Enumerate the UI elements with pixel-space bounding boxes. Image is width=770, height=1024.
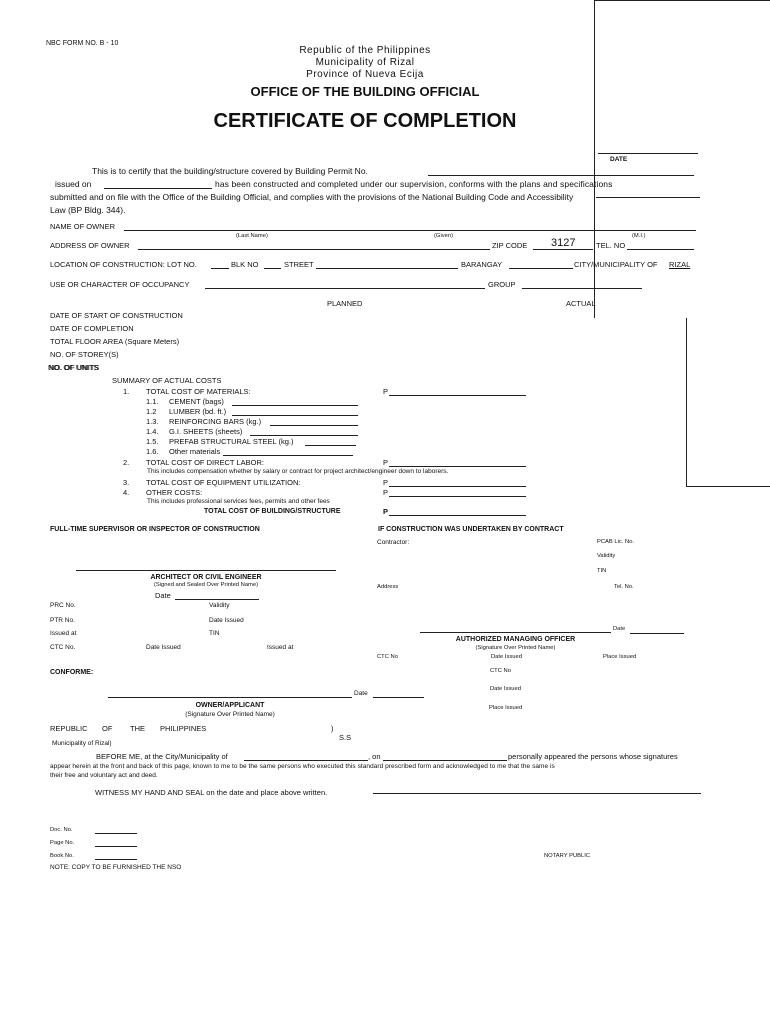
total-materials-label: TOTAL COST OF MATERIALS: [146,387,251,396]
frame-line-right-lower [686,318,687,486]
officer-signature-line[interactable] [420,632,611,633]
witness-line [373,793,701,794]
office-heading: OFFICE OF THE BUILDING OFFICIAL [250,84,480,99]
the-label: THE [130,724,145,733]
material-6-number: 1.6. [146,447,159,456]
barangay-field[interactable] [509,268,573,269]
detail-floor-area: TOTAL FLOOR AREA (Square Meters) [50,337,180,346]
material-6-field[interactable] [223,455,353,456]
supervisor-signature-line[interactable] [76,570,336,571]
doc-no-field[interactable] [95,833,137,834]
officer-label: AUTHORIZED MANAGING OFFICER [455,636,576,643]
page-no-label: Page No. [50,840,75,846]
republic-label: REPUBLIC [50,724,88,733]
conforme-ctc-label: CTC No [490,668,511,674]
supervisor-heading: FULL-TIME SUPERVISOR OR INSPECTOR OF CONSTRUCTION [50,526,260,533]
material-5-field[interactable] [305,445,356,446]
prc-label: PRC No. [50,602,76,609]
conforme-date-label: Date [354,690,368,697]
on-date-field[interactable] [383,760,507,761]
philippines-label: PHILIPPINES [160,724,207,733]
material-1-number: 1.1. [146,397,159,406]
before-me-text: BEFORE ME, at the City/Municipality of [96,752,228,761]
street-label: STREET [284,260,314,269]
owner-signature-line[interactable] [108,697,352,698]
material-2-field[interactable] [232,415,358,416]
certificate-title: CERTIFICATE OF COMPLETION [213,110,517,132]
paren-label: ) [331,724,334,733]
intro-line-4: Law (BP Bldg. 344). [50,205,126,215]
ptr-issued-at-label: Issued at [50,630,77,637]
personally-appeared-text: personally appeared the persons whose signatures [508,752,678,761]
other-peso: P [383,488,389,497]
material-3-field[interactable] [270,425,358,426]
other-field[interactable] [389,496,526,497]
book-no-field[interactable] [95,859,137,860]
contract-heading: IF CONSTRUCTION WAS UNDERTAKEN BY CONTRACT [378,526,564,533]
material-5-label: PREFAB STRUCTURAL STEEL (kg.) [169,437,294,446]
detail-storeys: NO. OF STOREY(S) [50,350,119,359]
conforme-label: CONFORME: [50,669,94,676]
cost-3-number: 3. [123,478,130,487]
officer-ctc-label: CTC No [377,654,398,660]
ctc-date-issued-label: Date Issued [146,644,181,651]
direct-labor-label: TOTAL COST OF DIRECT LABOR: [146,458,264,467]
notary-line-3: their free and voluntary act and deed. [50,772,158,779]
frame-line-right [594,0,595,318]
zip-code-label: ZIP CODE [492,241,528,250]
witness-text: WITNESS MY HAND AND SEAL on the date and place above written. [95,788,328,797]
material-4-number: 1.4. [146,427,159,436]
location-lot-label: LOCATION OF CONSTRUCTION: LOT NO. [50,260,197,269]
permit-no-field[interactable] [428,175,694,176]
equipment-label: TOTAL COST OF EQUIPMENT UTILIZATION: [146,478,301,487]
frame-line-right-bottom [686,486,770,487]
page-no-field[interactable] [95,846,137,847]
supervisor-ctc-label: CTC No. [50,644,76,651]
actual-column-label: ACTUAL [566,299,596,308]
architect-sign-hint: (Signed and Sealed Over Printed Name) [153,582,259,588]
total-field[interactable] [389,515,526,516]
owner-sign-hint: (Signature Over Printed Name) [185,711,275,718]
cost-4-number: 4. [123,488,130,497]
conforme-date-field[interactable] [373,697,424,698]
blk-no-field[interactable] [264,268,281,269]
header-republic: Republic of the Philippines [299,45,431,56]
contract-tin-label: TIN [597,568,607,574]
cost-2-number: 2. [123,458,130,467]
issued-on-field[interactable] [104,188,212,189]
ptr-date-issued-label: Date Issued [209,617,244,624]
material-3-label: REINFORCING BARS (kg.) [169,417,262,426]
nso-note: NOTE: COPY TO BE FURNISHED THE NSO [50,864,182,871]
planned-column-label: PLANNED [327,299,363,308]
labor-field[interactable] [389,466,526,467]
materials-peso: P [383,387,389,396]
ctc-issued-at-label: Issued at [267,644,294,651]
tel-no-label: TEL. NO [596,241,626,250]
material-2-number: 1.2 [146,407,157,416]
officer-date-label: Date [613,626,626,632]
notary-line-2: appear herein at the front and back of this page, known to me to be the same persons who executed this standard prescribed form and acknowledged to me that the same is [50,763,555,770]
blk-no-label: BLK NO [231,260,259,269]
detail-start-date: DATE OF START OF CONSTRUCTION [50,311,183,320]
group-label: GROUP [488,280,516,289]
barangay-label: BARANGAY [461,260,503,269]
material-4-field[interactable] [250,435,358,436]
date-line [598,153,698,154]
book-no-label: Book No. [50,853,74,859]
owner-applicant-label: OWNER/APPLICANT [195,702,265,709]
detail-completion-date: DATE OF COMPLETION [50,324,134,333]
contract-tel-label: Tel. No. [614,584,634,590]
material-4-label: G.I. SHEETS (sheets) [169,427,243,436]
doc-no-label: Doc. No. [50,827,73,833]
other-costs-label: OTHER COSTS: [146,488,203,497]
city-label: CITY/MUNICIPALITY OF [574,260,658,269]
architect-label: ARCHITECT OR CIVIL ENGINEER [150,574,262,581]
equipment-field[interactable] [389,486,526,487]
total-cost-label: TOTAL COST OF BUILDING/STRUCTURE [204,508,341,515]
pcab-label: PCAB Lic. No. [597,539,635,545]
labor-peso: P [383,458,389,467]
owner-address-label: ADDRESS OF OWNER [50,241,130,250]
contract-validity-label: Validity [597,553,616,559]
tel-no-field[interactable] [627,249,694,250]
occupancy-field[interactable] [205,288,485,289]
direct-labor-note: This includes compensation whether by salary or contract for project architect/engineer down to laborers. [147,468,449,475]
owner-name-label: NAME OF OWNER [50,222,115,231]
owner-address-field[interactable] [138,249,490,250]
ss-label: S.S [339,733,352,742]
mi-hint: (M.I.) [632,233,646,239]
materials-field[interactable] [389,395,526,396]
contractor-label: Contractor: [377,539,410,546]
notary-public-label: NOTARY PUBLIC [544,853,591,859]
header-province: Province of Nueva Ecija [306,69,424,80]
intro-issued-on: issued on [55,179,92,189]
supervisor-date-field[interactable] [175,599,259,600]
date-label: DATE [610,156,628,163]
intro-line-1: This is to certify that the building/structure covered by Building Permit No. [92,166,368,176]
officer-place-issued-label: Place Issued [603,654,637,660]
zip-code-field[interactable] [533,249,593,250]
owner-name-field[interactable] [124,230,696,231]
officer-date-issued-label: Date Issued [491,654,522,660]
cost-summary-label: SUMMARY OF ACTUAL COSTS [112,376,222,385]
zip-code-value: 3127 [551,237,576,249]
frame-line-top-right [594,0,770,1]
on-text: , on [368,752,381,761]
street-field[interactable] [316,268,458,269]
material-1-field[interactable] [232,405,358,406]
material-6-label: Other materials [169,447,221,456]
occupancy-label: USE OR CHARACTER OF OCCUPANCY [50,280,190,289]
detail-units: NO. OF UNITS [48,363,99,372]
given-name-hint: (Given) [434,233,454,239]
material-1-label: CEMENT (bags) [169,397,224,406]
material-3-number: 1.3. [146,417,159,426]
total-peso: P [383,507,389,516]
equipment-peso: P [383,478,389,487]
intro-line-2: has been constructed and completed under our supervision, conforms with the plans and specifications [215,179,613,189]
city-value: RIZAL [669,260,691,269]
prc-validity-label: Validity [209,602,230,609]
of-label: OF [102,724,113,733]
lot-no-field[interactable] [211,268,229,269]
strike-through [596,197,700,198]
intro-line-3: submitted and on file with the Office of the Building Official, and complies with the provisions of the National Building Code and Accessibility [50,192,574,202]
group-field[interactable] [522,288,642,289]
supervisor-date-label: Date [155,591,171,600]
cost-1-number: 1. [123,387,130,396]
material-2-label: LUMBER (bd. ft.) [169,407,227,416]
form-number: NBC FORM NO. B - 10 [46,40,119,47]
officer-sign-hint: (Signature Over Printed Name) [475,645,556,651]
header-municipality: Municipality of Rizal [315,57,415,68]
municipality-label: Municipality of Rizal) [52,740,112,747]
conforme-date-issued-label: Date Issued [490,686,521,692]
other-costs-note: This includes professional services fees, permits and other fees [147,498,330,505]
city-municipality-field[interactable] [244,760,368,761]
ptr-label: PTR No. [50,617,75,624]
officer-date-field[interactable] [630,633,684,634]
conforme-place-issued-label: Place Issued [489,705,523,711]
supervisor-tin-label: TIN [209,630,220,637]
contract-address-label: Address [377,584,399,590]
last-name-hint: (Last Name) [236,233,268,239]
material-5-number: 1.5. [146,437,159,446]
